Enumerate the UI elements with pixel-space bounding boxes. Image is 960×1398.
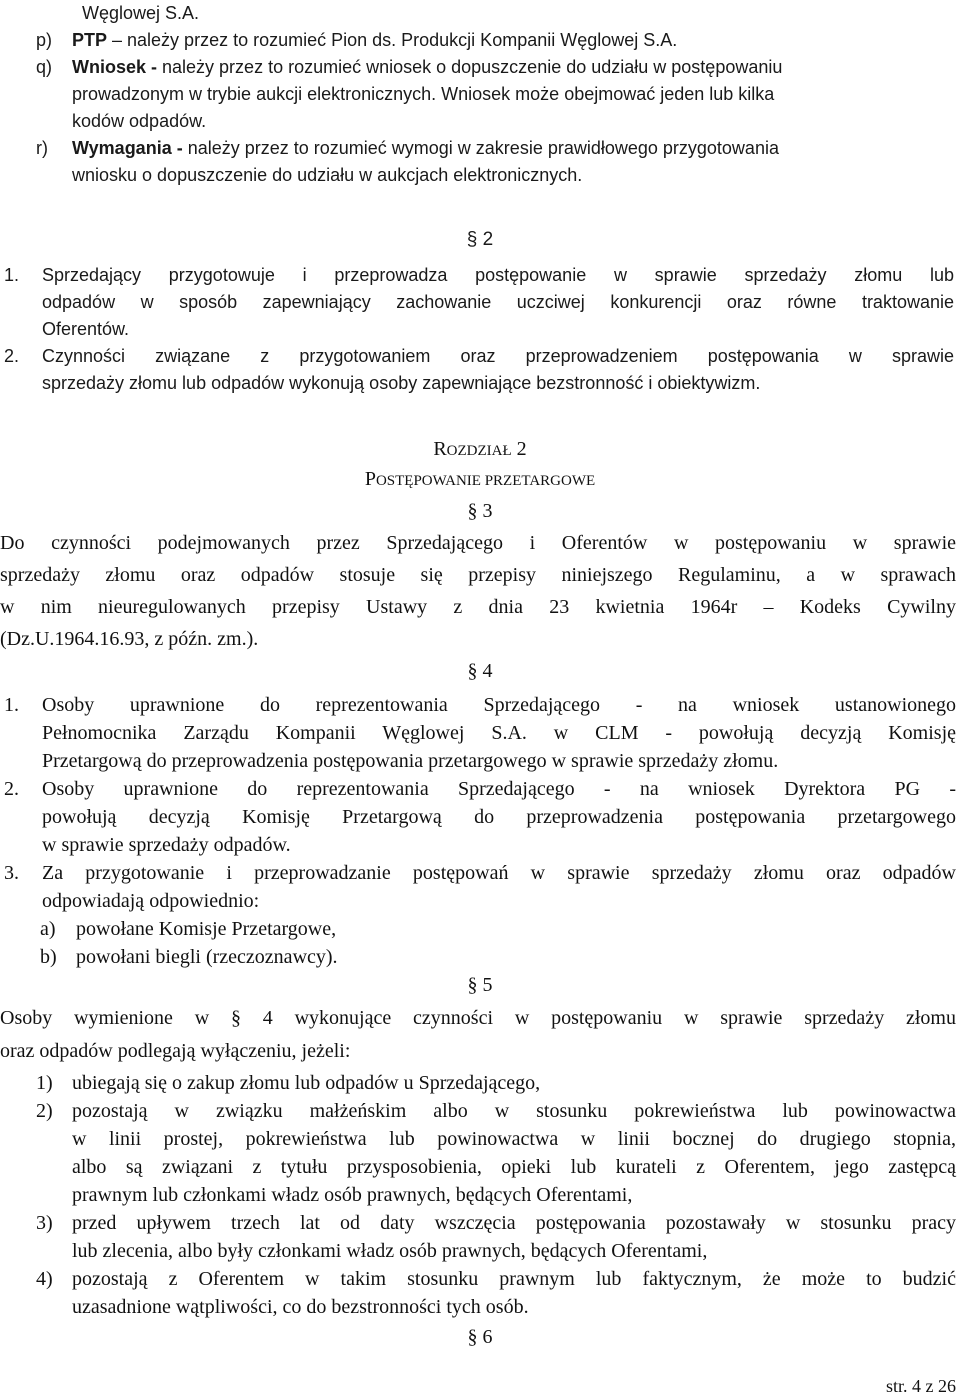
section-5-line2: oraz odpadów podlegają wyłączeniu, jeżeli:	[0, 1040, 351, 1062]
section-5-line1: Osoby wymienione w § 4 wykonujące czynności w postępowaniu w sprawie sprzedaży złomu	[0, 1007, 956, 1029]
section-5-item-2-line3: albo są związani z tytułu przysposobienia, opieki lub kurateli z Oferentem, jego zastępcą	[72, 1156, 956, 1178]
section-4-item-1-marker: 1.	[4, 694, 19, 716]
definition-q-term: Wniosek -	[72, 57, 158, 77]
definition-q-line3: kodów odpadów.	[72, 111, 207, 131]
definition-r	[72, 135, 779, 162]
definition-p	[72, 27, 677, 54]
definition-p-text: – należy przez to rozumieć Pion ds. Produkcji Kompanii Węglowej S.A.	[107, 30, 678, 50]
section-5-item-1-marker: 1)	[36, 1072, 53, 1094]
section-3-line3: w nim nieuregulowanych przepisy Ustawy z dnia 23 kwietnia 1964r – Kodeks Cywilny	[0, 596, 956, 618]
definition-q-text: należy przez to rozumieć wniosek o dopuszczenie do udziału w postępowaniu	[157, 57, 783, 77]
section-2-item-1-line1: Sprzedający przygotowuje i przeprowadza postępowanie w sprawie sprzedaży złomu lub	[42, 265, 954, 285]
definition-p-marker: p)	[36, 30, 53, 50]
section-4-item-1-line3: Przetargową do przeprowadzenia postępowania przetargowego w sprawie sprzedaży złomu.	[42, 750, 779, 772]
chapter-title	[0, 466, 960, 495]
section-5-item-3-line1: przed upływem trzech lat od daty wszczęcia postępowania pozostawały w stosunku pracy	[72, 1212, 956, 1234]
definition-r-line2: wniosku o dopuszczenie do udziału w aukcjach elektronicznych.	[72, 165, 583, 185]
definition-r-term: Wymagania -	[72, 138, 183, 158]
section-4-item-2-marker: 2.	[4, 778, 19, 800]
section-4-item-3-line1: Za przygotowanie i przeprowadzanie postępowań w sprawie sprzedaży złomu oraz odpadów	[42, 862, 956, 884]
section-3-line1: Do czynności podejmowanych przez Sprzedającego i Oferentów w postępowaniu w sprawie	[0, 532, 956, 554]
section-5-item-2-line1: pozostają w związku małżeńskim albo w stosunku pokrewieństwa lub powinowactwa	[72, 1100, 956, 1122]
section-2-item-2-marker: 2.	[4, 346, 20, 366]
section-4-item-3-line2: odpowiadają odpowiednio:	[42, 890, 260, 912]
section-3-line4: (Dz.U.1964.16.93, z późn. zm.).	[0, 628, 259, 650]
section-4-subitem-a-marker: a)	[40, 918, 56, 940]
chapter-title-cap: P	[364, 468, 376, 490]
definition-q-line2: prowadzonym w trybie aukcji elektronicznych. Wniosek może obejmować jeden lub kilka	[72, 84, 775, 104]
section-4-item-2-line2: powołują decyzją Komisję Przetargową do przeprowadzenia postępowania przetargowego	[42, 806, 956, 828]
section-5-item-1-line1: ubiegają się o zakup złomu lub odpadów u Sprzedającego,	[72, 1072, 541, 1094]
section-2-item-1-line3: Oferentów.	[42, 319, 130, 339]
section-4-subitem-b: powołani biegli (rzeczoznawcy).	[76, 946, 338, 968]
section-3-heading: § 3	[467, 500, 493, 522]
chapter-number: 2	[511, 438, 527, 460]
section-4-item-3-marker: 3.	[4, 862, 19, 884]
section-5-heading: § 5	[467, 974, 493, 996]
section-2-item-1-marker: 1.	[4, 265, 20, 285]
section-5-item-4-line1: pozostają z Oferentem w takim stosunku prawnym lub faktycznym, że może to budzić	[72, 1268, 956, 1290]
definition-continuation: Węglowej S.A.	[82, 3, 200, 23]
section-4-item-2-line1: Osoby uprawnione do reprezentowania Sprzedającego - na wniosek Dyrektora PG -	[42, 778, 956, 800]
chapter-heading-rest: OZDZIAŁ	[446, 443, 512, 459]
section-5-item-3-marker: 3)	[36, 1212, 53, 1234]
section-4-heading: § 4	[467, 660, 493, 682]
section-3-line2: sprzedaży złomu oraz odpadów stosuje się przepisy niniejszego Regulaminu, a w sprawach	[0, 564, 956, 586]
definition-r-marker: r)	[36, 138, 48, 158]
section-4-item-1-line2: Pełnomocnika Zarządu Kompanii Węglowej S.A. w CLM - powołują decyzją Komisję	[42, 722, 956, 744]
page-number: str. 4 z 26	[886, 1376, 956, 1396]
section-2-item-2-line1: Czynności związane z przygotowaniem oraz przeprowadzeniem postępowania w sprawie	[42, 346, 954, 366]
definition-q-marker: q)	[36, 57, 53, 77]
section-6-heading: § 6	[467, 1326, 493, 1348]
chapter-heading-cap: R	[433, 438, 447, 460]
definition-q	[72, 54, 782, 81]
section-5-item-4-line2: uzasadnione wątpliwości, co do bezstronności tych osób.	[72, 1296, 529, 1318]
definition-r-text: należy przez to rozumieć wymogi w zakresie prawidłowego przygotowania	[182, 138, 779, 158]
section-4-subitem-a: powołane Komisje Przetargowe,	[76, 918, 337, 940]
chapter-heading	[0, 436, 960, 465]
section-4-subitem-b-marker: b)	[40, 946, 57, 968]
section-5-item-2-line2: w linii prostej, pokrewieństwa lub powinowactwa w linii bocznej do drugiego stopnia,	[72, 1128, 956, 1150]
section-5-item-2-line4: prawnym lub członkami władz osób prawnych, będących Oferentami,	[72, 1184, 633, 1206]
section-2-item-2-line2: sprzedaży złomu lub odpadów wykonują osoby zapewniające bezstronność i obiektywizm.	[42, 373, 761, 393]
section-5-item-2-marker: 2)	[36, 1100, 53, 1122]
section-2-item-1-line2: odpadów w sposób zapewniający zachowanie uczciwej konkurencji oraz równe traktowanie	[42, 292, 954, 312]
section-2-heading: § 2	[466, 229, 494, 250]
section-5-item-4-marker: 4)	[36, 1268, 53, 1290]
section-4-item-1-line1: Osoby uprawnione do reprezentowania Sprzedającego - na wniosek ustanowionego	[42, 694, 956, 716]
chapter-title-rest: OSTĘPOWANIE PRZETARGOWE	[375, 473, 596, 489]
definition-p-term: PTP	[72, 30, 108, 50]
section-4-item-2-line3: w sprawie sprzedaży odpadów.	[42, 834, 291, 856]
section-5-item-3-line2: lub zlecenia, albo były członkami władz osób prawnych, będących Oferentami,	[72, 1240, 708, 1262]
